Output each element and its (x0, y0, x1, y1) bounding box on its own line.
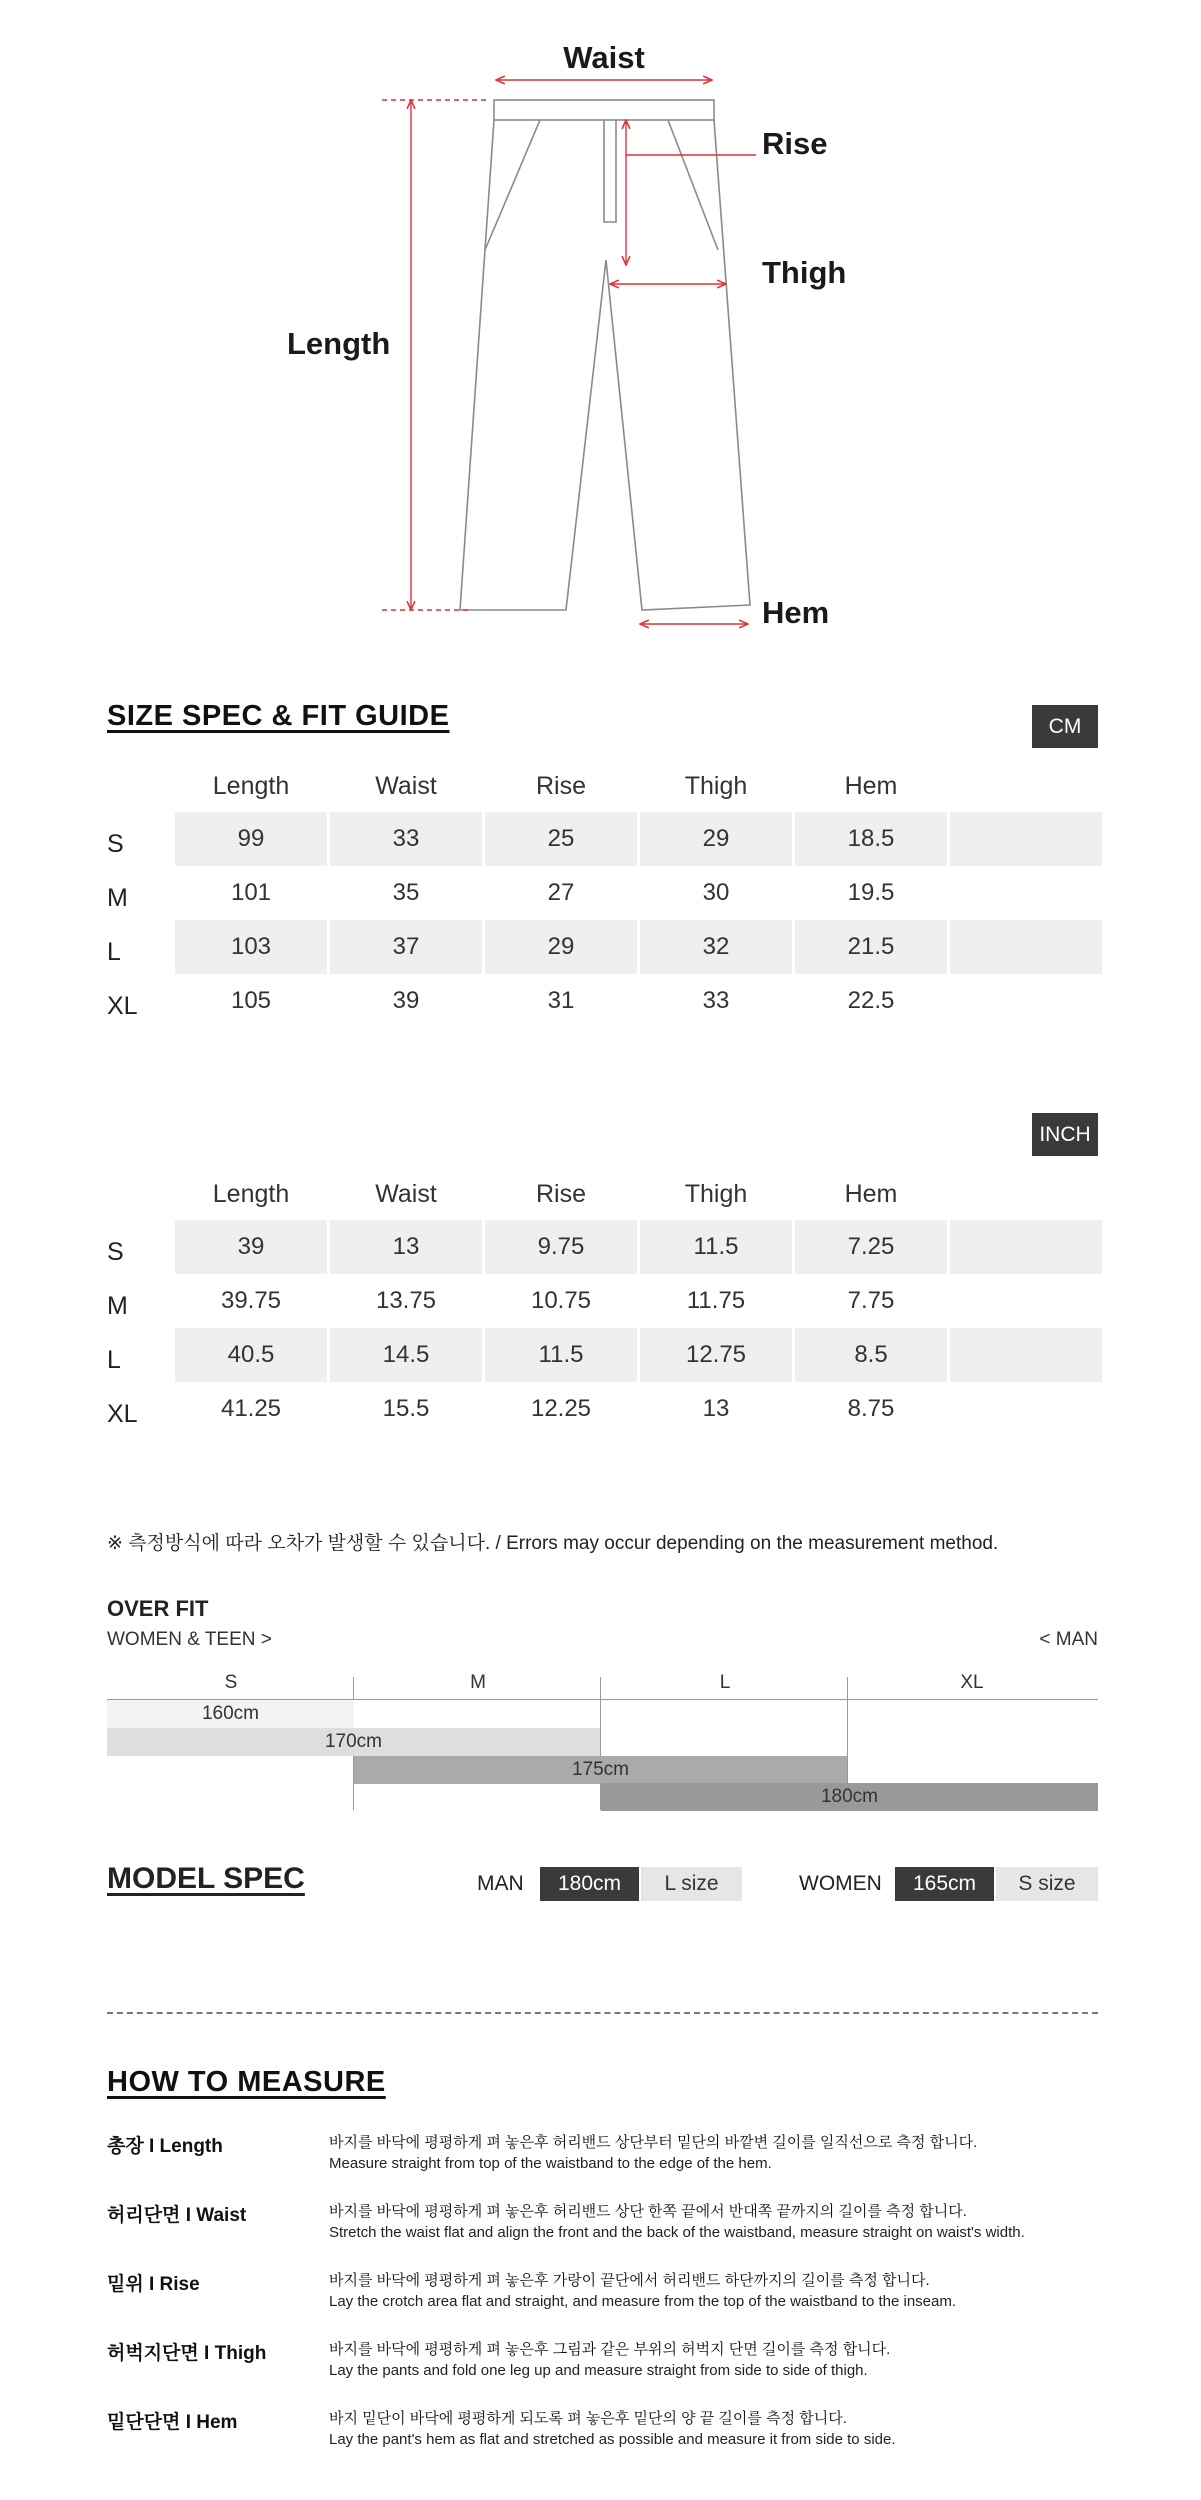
table-cell: 27 (547, 879, 575, 906)
table-cell: 31 (547, 987, 575, 1014)
table-cell: 11.75 (686, 1287, 746, 1314)
size-spec-title: SIZE SPEC & FIT GUIDE (107, 700, 450, 732)
table-row (107, 974, 1098, 1028)
table-cell-empty (950, 1328, 1102, 1382)
table-cell: 39.75 (220, 1287, 282, 1314)
height-bar-175: 175cm (354, 1756, 847, 1784)
fit-man-label: < MAN (1039, 1629, 1098, 1650)
height-bar-170: 170cm (107, 1728, 600, 1756)
table-cell: 41.25 (220, 1395, 282, 1422)
column-header: Length (212, 772, 290, 800)
how-item-korean: 바지를 바닥에 평평하게 펴 놓은후 그림과 같은 부위의 허벅지 단면 길이를 측정 합니다. (329, 2341, 891, 2358)
how-item-label: 밑단단면 I Hem (107, 2412, 238, 2433)
table-row (107, 812, 1098, 866)
table-header (107, 1180, 1098, 1220)
fit-size-label: XL (960, 1672, 984, 1693)
fit-women-label: WOMEN & TEEN > (107, 1629, 272, 1650)
how-item-english: Lay the crotch area flat and straight, and measure from the top of the waistband to the inseam. (329, 2293, 957, 2310)
table-cell: 30 (702, 879, 730, 906)
table-cell: 105 (230, 987, 272, 1014)
table-cell: 99 (175, 812, 327, 866)
column-header: Thigh (684, 772, 748, 800)
table-cell: 29 (640, 812, 792, 866)
model-spec-title: MODEL SPEC (107, 1862, 305, 1895)
height-bar-180: 180cm (601, 1783, 1098, 1811)
table-cell: 15.5 (382, 1395, 430, 1422)
table-cell: 7.25 (795, 1220, 947, 1274)
table-cell: 11.5 (485, 1328, 637, 1382)
fit-title: OVER FIT (107, 1596, 209, 1621)
model-man-size: L size (641, 1867, 742, 1901)
fit-size-label: S (224, 1672, 238, 1693)
column-header: Hem (844, 1180, 898, 1208)
table-cell: 7.75 (847, 1287, 895, 1314)
section-divider (107, 2012, 1098, 2014)
size-label: S (107, 1238, 124, 1266)
fit-size-label: L (719, 1672, 731, 1693)
column-header: Thigh (684, 1180, 748, 1208)
size-label: L (107, 1346, 121, 1374)
rise-label: Rise (762, 126, 828, 161)
size-label: M (107, 884, 128, 912)
how-item-english: Lay the pant's hem as flat and stretched as possible and measure it from side to side. (329, 2431, 896, 2448)
column-header: Rise (535, 1180, 586, 1208)
table-cell: 39 (175, 1220, 327, 1274)
table-row (107, 1220, 1098, 1274)
size-label: L (107, 938, 121, 966)
cm-size-table (107, 772, 1098, 1028)
height-bar-160: 160cm (107, 1700, 354, 1728)
table-cell: 25 (485, 812, 637, 866)
table-cell: 33 (330, 812, 482, 866)
how-item-korean: 바지를 바닥에 평평하게 펴 놓은후 허리밴드 상단부터 밑단의 바깥변 길이를 일직선으로 측정 합니다. (329, 2134, 978, 2151)
table-cell: 29 (485, 920, 637, 974)
table-row (107, 1382, 1098, 1436)
length-label: Length (287, 326, 391, 361)
table-cell: 101 (230, 879, 272, 906)
table-cell: 21.5 (795, 920, 947, 974)
model-women-size: S size (996, 1867, 1098, 1901)
table-cell: 13.75 (375, 1287, 437, 1314)
column-header: Rise (535, 772, 586, 800)
column-header: Hem (844, 772, 898, 800)
how-item-label: 허리단면 I Waist (107, 2205, 247, 2226)
column-header: Length (212, 1180, 290, 1208)
hem-label: Hem (762, 595, 830, 630)
table-cell-empty (950, 812, 1102, 866)
how-item-english: Lay the pants and fold one leg up and measure straight from side to side of thigh. (329, 2362, 868, 2379)
table-cell: 14.5 (330, 1328, 482, 1382)
how-to-measure-title: HOW TO MEASURE (107, 2066, 386, 2098)
table-cell: 40.5 (175, 1328, 327, 1382)
measurement-lines (382, 80, 756, 624)
inch-unit-badge: INCH (1032, 1113, 1098, 1156)
pants-measurement-diagram (0, 0, 1201, 660)
waist-label: Waist (563, 40, 645, 75)
table-cell: 12.75 (640, 1328, 792, 1382)
table-cell: 35 (392, 879, 420, 906)
column-header: Waist (375, 772, 437, 800)
size-label: XL (107, 1400, 138, 1428)
how-item-label: 총장 I Length (107, 2136, 223, 2157)
table-cell: 19.5 (847, 879, 895, 906)
column-header: Waist (375, 1180, 437, 1208)
table-row (107, 1328, 1098, 1382)
table-cell: 39 (392, 987, 420, 1014)
how-item-english: Stretch the waist flat and align the front and the back of the waistband, measure straight on waist's width. (329, 2224, 1025, 2241)
pants-outline (460, 100, 750, 610)
size-label: M (107, 1292, 128, 1320)
table-row (107, 920, 1098, 974)
table-cell: 11.5 (640, 1220, 792, 1274)
table-cell: 18.5 (795, 812, 947, 866)
cm-unit-badge: CM (1032, 705, 1098, 748)
model-women-label: WOMEN (799, 1872, 882, 1895)
table-header (107, 772, 1098, 812)
how-item-korean: 바지 밑단이 바닥에 평평하게 되도록 펴 놓은후 밑단의 양 끝 길이를 측정 합니다. (329, 2410, 847, 2427)
thigh-label: Thigh (762, 255, 847, 290)
table-cell: 9.75 (485, 1220, 637, 1274)
size-label: S (107, 830, 124, 858)
table-cell: 10.75 (530, 1287, 592, 1314)
table-cell: 8.75 (847, 1395, 895, 1422)
how-item-english: Measure straight from top of the waistband to the edge of the hem. (329, 2155, 772, 2172)
table-cell: 103 (175, 920, 327, 974)
table-cell: 33 (702, 987, 730, 1014)
table-cell: 37 (330, 920, 482, 974)
fit-size-label: M (470, 1672, 486, 1693)
table-cell: 13 (330, 1220, 482, 1274)
measurement-note: ※ 측정방식에 따라 오차가 발생할 수 있습니다. / Errors may occur depending on the measurement method. (107, 1533, 999, 1554)
table-cell-empty (950, 1220, 1102, 1274)
model-man-label: MAN (477, 1872, 524, 1895)
how-item-label: 밑위 I Rise (107, 2274, 200, 2295)
table-cell: 32 (640, 920, 792, 974)
table-cell: 13 (702, 1395, 730, 1422)
how-item-korean: 바지를 바닥에 평평하게 펴 놓은후 허리밴드 상단 한쪽 끝에서 반대쪽 끝까지의 길이를 측정 합니다. (329, 2203, 967, 2220)
table-cell: 22.5 (847, 987, 895, 1014)
table-cell-empty (950, 920, 1102, 974)
how-item-korean: 바지를 바닥에 평평하게 펴 놓은후 가랑이 끝단에서 허리밴드 하단까지의 길이를 측정 합니다. (329, 2272, 930, 2289)
table-row (107, 866, 1098, 920)
table-row (107, 1274, 1098, 1328)
inch-size-table (107, 1180, 1098, 1436)
model-women-height: 165cm (895, 1867, 994, 1901)
size-label: XL (107, 992, 138, 1020)
how-item-label: 허벅지단면 I Thigh (107, 2343, 267, 2364)
table-cell: 12.25 (530, 1395, 592, 1422)
model-man-height: 180cm (540, 1867, 639, 1901)
table-cell: 8.5 (795, 1328, 947, 1382)
